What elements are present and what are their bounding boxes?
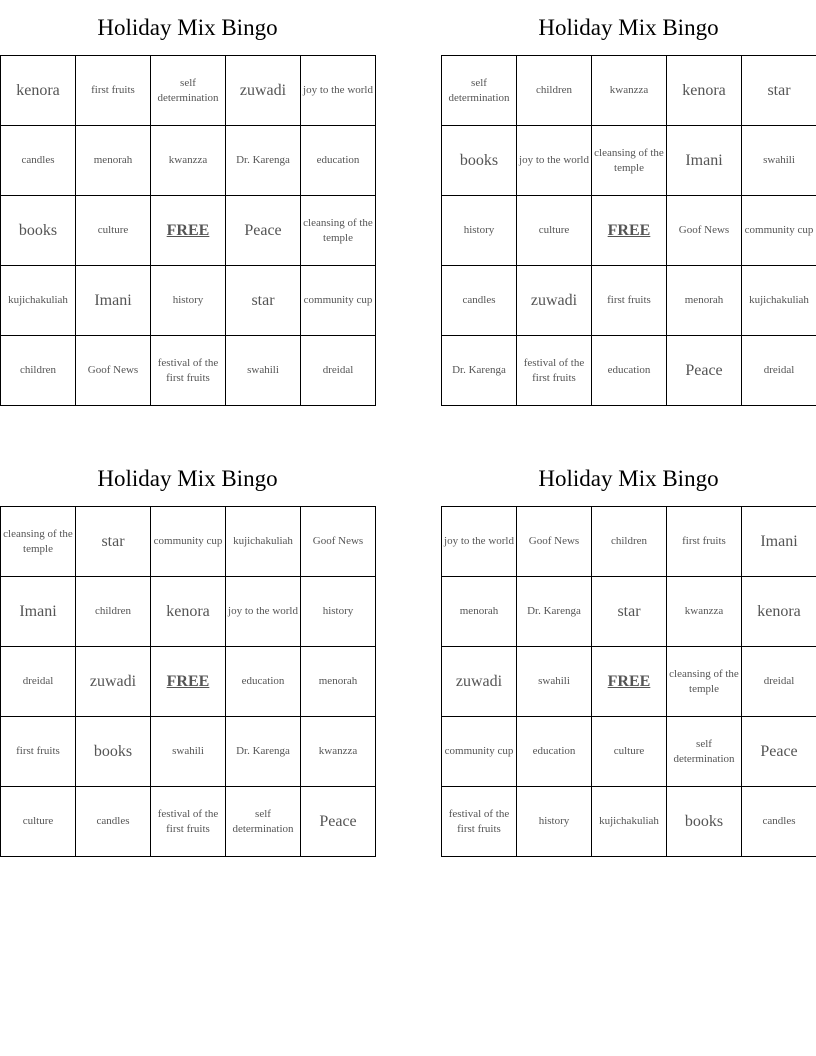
free-space: FREE: [151, 647, 226, 717]
card-title: Holiday Mix Bingo: [97, 15, 278, 40]
bingo-cell: festival of the first fruits: [442, 787, 517, 857]
grid-row: [442, 196, 816, 266]
bingo-cell: children: [1, 336, 76, 406]
bingo-cell: zuwadi: [76, 647, 151, 717]
bingo-cell: self determination: [667, 717, 742, 787]
grid-row: [442, 787, 816, 857]
bingo-cell: menorah: [667, 266, 742, 336]
bingo-cell: joy to the world: [517, 126, 592, 196]
bingo-grid: [0, 506, 376, 857]
bingo-cell: festival of the first fruits: [151, 336, 226, 406]
bingo-cell: kujichakuliah: [742, 266, 816, 336]
bingo-cell: candles: [442, 266, 517, 336]
grid-row: [442, 717, 816, 787]
bingo-cell: first fruits: [76, 56, 151, 126]
bingo-cell: festival of the first fruits: [151, 787, 226, 857]
bingo-cell: zuwadi: [226, 56, 301, 126]
grid-row: [442, 577, 816, 647]
bingo-cell: star: [742, 56, 816, 126]
bingo-cell: self determination: [442, 56, 517, 126]
bingo-cell: self determination: [226, 787, 301, 857]
bingo-cell: dreidal: [742, 336, 816, 406]
bingo-cell: culture: [76, 196, 151, 266]
bingo-cell: Imani: [1, 577, 76, 647]
bingo-cell: culture: [517, 196, 592, 266]
bingo-cell: culture: [1, 787, 76, 857]
grid-row: [1, 717, 376, 787]
bingo-cell: education: [301, 126, 376, 196]
bingo-cell: joy to the world: [442, 507, 517, 577]
bingo-cell: kujichakuliah: [592, 787, 667, 857]
bingo-cell: books: [1, 196, 76, 266]
bingo-cell: children: [517, 56, 592, 126]
bingo-cell: kujichakuliah: [1, 266, 76, 336]
bingo-cell: children: [592, 507, 667, 577]
bingo-cell: Goof News: [517, 507, 592, 577]
bingo-card-2: [441, 0, 816, 406]
bingo-cell: history: [442, 196, 517, 266]
bingo-cell: star: [76, 507, 151, 577]
bingo-cell: cleansing of the temple: [667, 647, 742, 717]
bingo-cell: community cup: [442, 717, 517, 787]
bingo-cell: kenora: [1, 56, 76, 126]
bingo-cell: Imani: [76, 266, 151, 336]
bingo-cell: kwanzza: [592, 56, 667, 126]
bingo-cell: star: [592, 577, 667, 647]
bingo-cell: joy to the world: [226, 577, 301, 647]
grid-row: [442, 507, 816, 577]
bingo-cell: Peace: [742, 717, 816, 787]
bingo-cell: menorah: [301, 647, 376, 717]
bingo-cell: Dr. Karenga: [226, 717, 301, 787]
bingo-cell: Goof News: [76, 336, 151, 406]
bingo-cell: history: [301, 577, 376, 647]
bingo-cell: joy to the world: [301, 56, 376, 126]
bingo-cell: Dr. Karenga: [226, 126, 301, 196]
bingo-cell: Imani: [667, 126, 742, 196]
bingo-cell: Goof News: [301, 507, 376, 577]
bingo-cell: menorah: [76, 126, 151, 196]
bingo-cell: Dr. Karenga: [517, 577, 592, 647]
grid-row: [1, 196, 376, 266]
bingo-cell: community cup: [151, 507, 226, 577]
bingo-cell: community cup: [742, 196, 816, 266]
grid-row: [1, 647, 376, 717]
bingo-cell: Imani: [742, 507, 816, 577]
grid-row: [1, 577, 376, 647]
bingo-cell: first fruits: [667, 507, 742, 577]
bingo-cell: books: [442, 126, 517, 196]
bingo-cell: zuwadi: [442, 647, 517, 717]
bingo-cell: culture: [592, 717, 667, 787]
bingo-cell: cleansing of the temple: [1, 507, 76, 577]
bingo-cell: cleansing of the temple: [592, 126, 667, 196]
bingo-cell: star: [226, 266, 301, 336]
bingo-cell: dreidal: [301, 336, 376, 406]
bingo-cell: candles: [742, 787, 816, 857]
bingo-cell: kujichakuliah: [226, 507, 301, 577]
grid-row: [1, 787, 376, 857]
bingo-cell: candles: [76, 787, 151, 857]
bingo-cell: children: [76, 577, 151, 647]
bingo-card-4: [441, 451, 816, 857]
bingo-cell: kenora: [151, 577, 226, 647]
bingo-cell: swahili: [517, 647, 592, 717]
bingo-cell: menorah: [442, 577, 517, 647]
bingo-cell: dreidal: [742, 647, 816, 717]
grid-row: [442, 126, 816, 196]
bingo-cell: community cup: [301, 266, 376, 336]
bingo-cell: Peace: [667, 336, 742, 406]
grid-row: [1, 56, 376, 126]
bingo-cell: swahili: [742, 126, 816, 196]
bingo-cell: self determination: [151, 56, 226, 126]
bingo-cell: kwanzza: [151, 126, 226, 196]
bingo-cell: education: [517, 717, 592, 787]
bingo-cell: first fruits: [1, 717, 76, 787]
bingo-cell: Peace: [226, 196, 301, 266]
free-space: FREE: [151, 196, 226, 266]
bingo-cell: history: [151, 266, 226, 336]
bingo-cell: books: [76, 717, 151, 787]
bingo-cell: zuwadi: [517, 266, 592, 336]
bingo-cell: swahili: [151, 717, 226, 787]
bingo-cell: kenora: [742, 577, 816, 647]
bingo-grid: [441, 506, 816, 857]
grid-row: [442, 336, 816, 406]
grid-row: [442, 56, 816, 126]
bingo-cell: Peace: [301, 787, 376, 857]
bingo-cell: Dr. Karenga: [442, 336, 517, 406]
grid-row: [1, 507, 376, 577]
bingo-cell: books: [667, 787, 742, 857]
bingo-cell: dreidal: [1, 647, 76, 717]
bingo-cell: kwanzza: [667, 577, 742, 647]
bingo-card-3: [0, 451, 375, 857]
card-title: Holiday Mix Bingo: [538, 466, 719, 491]
bingo-cell: kenora: [667, 56, 742, 126]
bingo-cell: Goof News: [667, 196, 742, 266]
card-title: Holiday Mix Bingo: [538, 15, 719, 40]
bingo-cell: swahili: [226, 336, 301, 406]
grid-row: [1, 126, 376, 196]
grid-row: [442, 266, 816, 336]
grid-row: [1, 336, 376, 406]
bingo-cell: kwanzza: [301, 717, 376, 787]
free-space: FREE: [592, 647, 667, 717]
grid-row: [1, 266, 376, 336]
bingo-grid: [441, 55, 816, 406]
bingo-cell: first fruits: [592, 266, 667, 336]
bingo-cell: cleansing of the temple: [301, 196, 376, 266]
bingo-cell: education: [592, 336, 667, 406]
bingo-card-1: [0, 0, 375, 406]
bingo-cell: festival of the first fruits: [517, 336, 592, 406]
bingo-grid: [0, 55, 376, 406]
bingo-cell: education: [226, 647, 301, 717]
free-space: FREE: [592, 196, 667, 266]
grid-row: [442, 647, 816, 717]
bingo-cell: history: [517, 787, 592, 857]
bingo-cell: candles: [1, 126, 76, 196]
card-title: Holiday Mix Bingo: [97, 466, 278, 491]
